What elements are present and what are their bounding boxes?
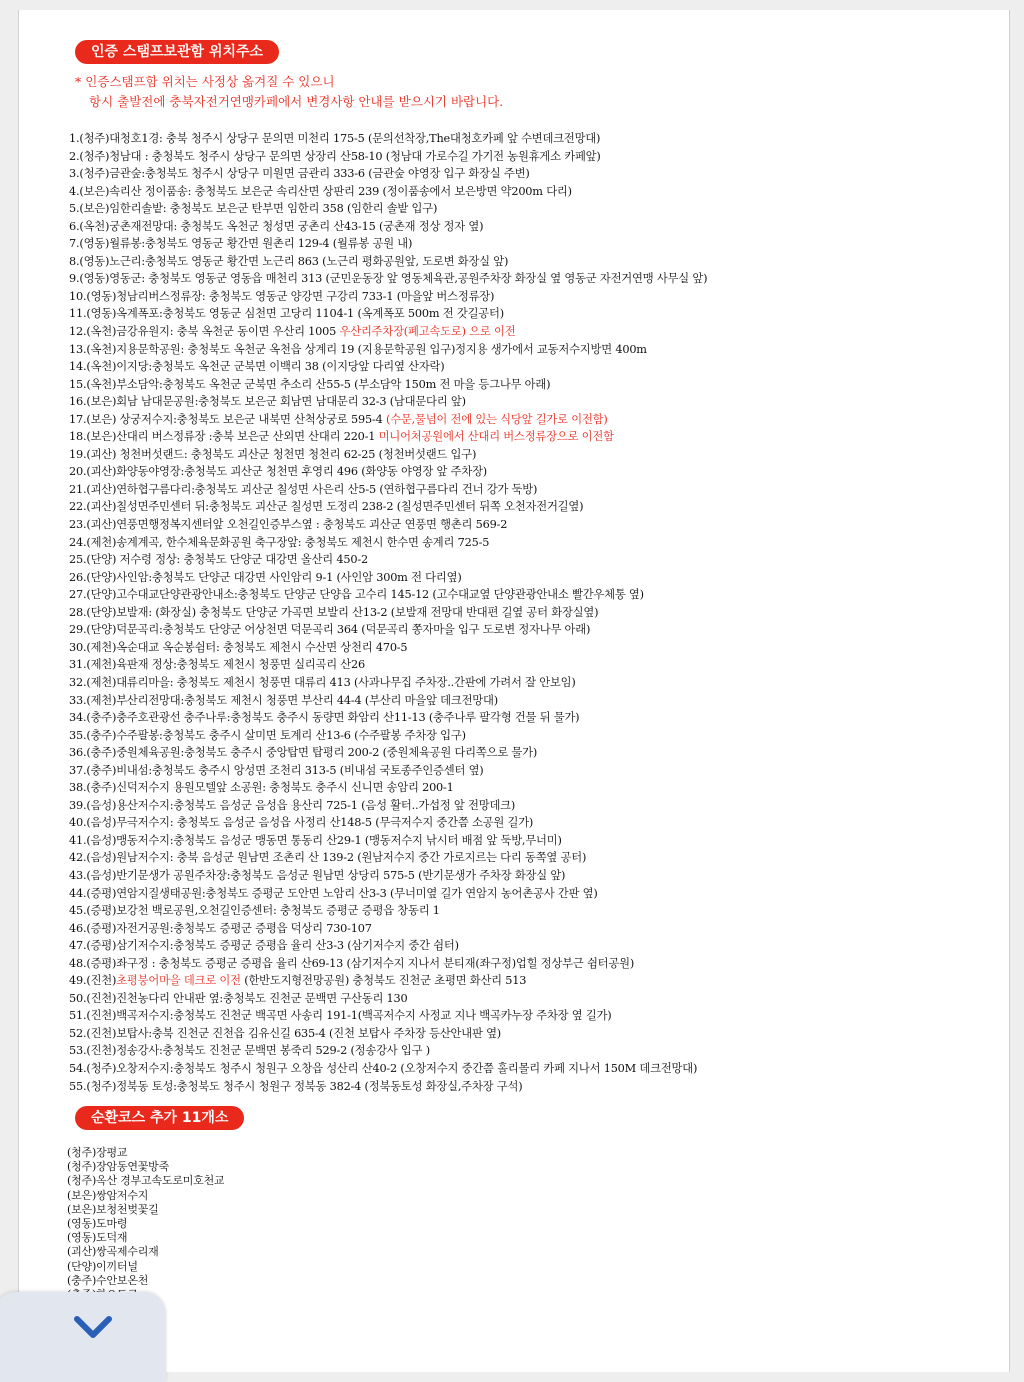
location-text: 31.(제천)육판재 정상:충청북도 제천시 청풍면 실리곡리 산26 [69, 658, 365, 672]
location-item [69, 902, 999, 920]
location-text: 32.(제천)대류리마을: 충청북도 제천시 청풍면 대류리 413 (사과나무집 주차장..간판에 가려서 잘 안보임) [69, 675, 576, 689]
location-text: 36.(충주)중원체육공원:충청북도 충주시 중앙탑면 탑평리 200-2 (중원체육공원 다리쪽으로 물가) [69, 746, 538, 760]
location-text: 1.(청주)대청호1경: 충북 청주시 상당구 문의면 미천리 175-5 (문의선착장,The대청호카페 앞 수변데크전망대) [69, 132, 601, 145]
location-text: 43.(음성)반기문생가 공원주차장:충청북도 음성군 원남면 상당리 575-5 (반기문생가 주차장 화장실 앞) [69, 868, 566, 882]
scroll-down-button[interactable] [0, 1292, 166, 1382]
course-list [67, 1146, 224, 1302]
location-item [69, 200, 999, 218]
course-item: (청주)옥산 경부고속도로미호천교 [67, 1174, 225, 1188]
location-text: 12.(옥천)금강유원지: 충북 옥천군 동이면 우산리 1005 [69, 325, 340, 339]
location-item [69, 218, 999, 236]
location-item [69, 727, 999, 745]
location-text: 30.(제천)옥순대교 옥순봉쉼터: 충청북도 제천시 수산면 상천리 470-5 [69, 640, 408, 654]
location-item [69, 446, 999, 464]
location-text: 3.(청주)금관숲:충청북도 청주시 상당구 미원면 금관리 333-6 (금관숲 야영장 입구 화장실 주변) [69, 167, 530, 181]
location-item [69, 621, 999, 639]
location-text: 37.(충주)비내섬:충청북도 충주시 앙성면 조천리 313-5 (비내섬 국토종주인증센터 옆) [69, 763, 484, 777]
location-text: 45.(증평)보강천 백로공원,오천길인증센터: 충청북도 증평군 증평읍 창동리 1 [69, 904, 440, 918]
chevron-down-icon [72, 1312, 114, 1342]
location-item [69, 1025, 999, 1043]
location-text: 14.(옥천)이지당:충청북도 옥천군 군북면 이백리 38 (이지당앞 다리옆 산자락) [69, 360, 445, 374]
location-item [69, 937, 999, 955]
location-item [69, 797, 999, 815]
location-text: 10.(영동)청남리버스정류장: 충청북도 영동군 양강면 구강리 733-1 (마을앞 버스정류장) [69, 289, 495, 303]
location-item [69, 534, 999, 552]
location-text: 13.(옥천)지용문학공원: 충청북도 옥천군 옥천읍 상계리 19 (지용문학공원 입구)정지용 생가에서 교동저수지방면 400m [69, 342, 647, 356]
course-item: (청주)장암동연꽃방죽 [67, 1160, 170, 1174]
location-text: 26.(단양)사인암:충청북도 단양군 대강면 사인암리 9-1 (사인암 300m 전 다리옆) [69, 570, 462, 584]
location-text: 21.(괴산)연하협구름다리:충청북도 괴산군 칠성면 사은리 산5-5 (연하협구름다리 건너 강가 둑방) [69, 482, 538, 496]
location-item [69, 323, 999, 341]
location-item [69, 305, 999, 323]
location-text: 52.(진천)보탑사:충북 진천군 진천읍 김유신길 635-4 (진천 보탑사 주차장 등산안내판 옆) [69, 1026, 501, 1040]
location-item [69, 656, 999, 674]
course-item: (충주)수안보온천 [67, 1273, 149, 1287]
location-text: 54.(청주)오창저수지:충청북도 청주시 청원구 오창읍 성산리 산40-2 (오창저수지 중간쯤 홀리몰리 카페 지나서 150M 데크전망대) [69, 1061, 698, 1075]
location-item [69, 1060, 999, 1078]
course-item: (보은)보청천벚꽃길 [67, 1202, 159, 1216]
location-text: 16.(보은)회남 남대문공원:충청북도 보은군 회남면 남대문리 32-3 (남대문다리 앞) [69, 395, 466, 409]
location-text: 22.(괴산)칠성면주민센터 뒤:충청북도 괴산군 칠성면 도정리 238-2 (칠성면주민센터 뒤쪽 오천자전거길옆) [69, 500, 584, 514]
location-item [69, 358, 999, 376]
location-text: 48.(증평)좌구정 : 충청북도 증평군 증평읍 율리 산69-13 (삼기저수지 지나서 분티재(좌구정)업힐 정상부근 쉼터공원) [69, 956, 635, 970]
location-item [69, 341, 999, 359]
location-item [69, 165, 999, 183]
location-text: 6.(옥천)궁촌재전망대: 충청북도 옥천군 청성면 궁촌리 산43-15 (궁촌재 정상 정자 옆) [69, 219, 484, 233]
location-text: 15.(옥천)부소담악:충청북도 옥천군 군북면 추소리 산55-5 (부소담악 150m 전 마을 등그나무 아래) [69, 377, 551, 391]
location-text: 18.(보은)산대리 버스정류장 :충북 보은군 산외면 산대리 220-1 [69, 430, 379, 444]
location-item [69, 463, 999, 481]
location-change-note: (수문,물넘이 전에 있는 식당앞 길가로 이전함) [385, 412, 608, 426]
notice-line-1: * 인증스탬프함 위치는 사정상 옮겨질 수 있으니 [75, 74, 335, 89]
location-text: 24.(제천)송계계곡, 한수체육문화공원 축구장앞: 충청북도 제천시 한수면 송계리 725-5 [69, 535, 490, 549]
location-text: 44.(증평)연암지질생태공원:충청북도 증평군 도안면 노암리 산3-3 (무너미옆 길가 연암지 농어촌공사 간판 옆) [69, 886, 598, 900]
location-item [69, 639, 999, 657]
course-item: (영동)도마령 [67, 1216, 128, 1230]
location-text: 9.(영동)영동군: 충청북도 영동군 영동읍 매천리 313 (군민운동장 앞 영동체육관,공원주차장 화장실 옆 영동군 자전거연맹 사무실 앞) [69, 272, 708, 286]
course-item: (청주)장평교 [67, 1146, 128, 1159]
notice-line-2: 항시 출발전에 충북자전거연맹카페에서 변경사항 안내를 받으시기 바랍니다. [89, 94, 504, 109]
location-item [69, 498, 999, 516]
location-text-cont: (한반도지형전망공원) 충청북도 진천군 초평면 화산리 513 [240, 974, 527, 988]
location-text: 8.(영동)노근리:충청북도 영동군 황간면 노근리 863 (노근리 평화공원앞, 도로변 화장실 앞) [69, 254, 509, 268]
location-item [69, 692, 999, 710]
location-text: 40.(음성)무극저수지: 충청북도 음성군 음성읍 사정리 산148-5 (무극저수지 중간쯤 소공원 길가) [69, 816, 534, 830]
location-text: 38.(충주)신덕저수지 용원모텔앞 소공원: 충청북도 충주시 신니면 송암리 200-1 [69, 781, 454, 795]
location-item [69, 481, 999, 499]
course-item: (보은)쌍암저수지 [67, 1188, 149, 1202]
location-item [69, 709, 999, 727]
location-text: 19.(괴산) 청천버섯랜드: 충청북도 괴산군 청천면 청천리 62-25 (청천버섯랜드 입구) [69, 447, 477, 461]
location-text: 35.(충주)수주팔봉:충청북도 충주시 살미면 토계리 산13-6 (수주팔봉 주차장 입구) [69, 728, 466, 742]
document-page [18, 10, 1010, 1372]
location-change-note: 초평붕어마을 데크로 이전 [116, 974, 241, 988]
location-change-note: 미니어처공원에서 산대리 버스정류장으로 이전함 [378, 430, 614, 444]
location-text: 7.(영동)월류봉:충청북도 영동군 황간면 원촌리 129-4 (월류봉 공원 내) [69, 237, 413, 251]
location-item [69, 990, 999, 1008]
location-item [69, 1007, 999, 1025]
location-item [69, 762, 999, 780]
location-text: 29.(단양)덕문곡리:충청북도 단양군 어상천면 덕문곡리 364 (덕문곡리 쫑자마을 입구 도로변 정자나무 아래) [69, 623, 591, 637]
location-item [69, 972, 999, 990]
location-item [69, 130, 999, 148]
location-list [69, 130, 999, 1095]
location-text: 25.(단양) 저수령 정상: 충청북도 단양군 대강면 올산리 450-2 [69, 553, 368, 567]
course-item: (영동)도덕재 [67, 1231, 128, 1245]
location-text: 51.(진천)백곡저수지:충청북도 진천군 백곡면 사송리 191-1(백곡저수지 사정교 지나 백곡카누장 주차장 옆 길가) [69, 1009, 612, 1023]
location-item [69, 814, 999, 832]
location-text: 47.(증평)삼기저수지:충청북도 증평군 증평읍 율리 산3-3 (삼기저수지 중간 쉼터) [69, 939, 459, 953]
location-item [69, 551, 999, 569]
location-text: 49.(진천) [69, 974, 117, 988]
location-item [69, 235, 999, 253]
location-item [69, 569, 999, 587]
location-text: 17.(보은) 상궁저수지:충청북도 보은군 내북면 산척상궁로 595-4 [69, 412, 386, 426]
location-item [69, 849, 999, 867]
location-item [69, 148, 999, 166]
location-text: 2.(청주)청남대 : 충청북도 청주시 상당구 문의면 상장리 산58-10 (청남대 가로수길 가기전 농원휴게소 카페앞) [69, 149, 601, 163]
location-text: 28.(단양)보발재: (화장실) 충청북도 단양군 가곡면 보발리 산13-2 (보발재 전망대 반대편 길옆 공터 화장실옆) [69, 605, 599, 619]
location-item [69, 1042, 999, 1060]
location-text: 42.(음성)원남저수지: 충북 음성군 원남면 조촌리 산 139-2 (원남저수지 중간 가로지르는 다리 동쪽옆 공터) [69, 851, 587, 865]
location-item [69, 270, 999, 288]
location-item [69, 288, 999, 306]
location-item [69, 955, 999, 973]
location-item [69, 253, 999, 271]
location-item [69, 744, 999, 762]
course-item: (괴산)쌍곡제수리재 [67, 1245, 159, 1259]
location-text: 50.(진천)진천농다리 안내판 옆:충청북도 진천군 문백면 구산동리 130 [69, 991, 408, 1005]
notice [75, 72, 503, 112]
location-item [69, 867, 999, 885]
location-item [69, 586, 999, 604]
location-text: 5.(보은)임한리솔밭: 충청북도 보은군 탄부면 임한리 358 (임한리 솔밭 입구) [69, 202, 438, 216]
location-item [69, 832, 999, 850]
location-text: 27.(단양)고수대교단양관광안내소:충청북도 단양군 단양읍 고수리 145-12 (고수대교옆 단양관광안내소 빨간우체통 옆) [69, 588, 644, 602]
location-text: 11.(영동)옥계폭포:충청북도 영동군 심천면 고당리 1104-1 (옥계폭포 500m 전 갓길공터) [69, 307, 504, 321]
location-text: 4.(보은)속리산 정이품송: 충청북도 보은군 속리산면 상판리 239 (정이품송에서 보은방면 약200m 다리) [69, 184, 572, 198]
location-text: 34.(충주)충주호관광선 충주나루:충청북도 충주시 동량면 화암리 산11-13 (충주나루 팔각형 건물 뒤 물가) [69, 711, 580, 725]
location-item [69, 428, 999, 446]
location-text: 39.(음성)용산저수지:충청북도 음성군 음성읍 용산리 725-1 (음성 활터..가섭정 앞 전망데크) [69, 798, 516, 812]
section-title-stamp-locations: 인증 스탬프보관함 위치주소 [75, 40, 279, 64]
location-text: 46.(증평)자전거공원:충청북도 증평군 증평읍 덕상리 730-107 [69, 921, 372, 935]
location-item [69, 393, 999, 411]
location-item [69, 411, 999, 429]
location-item [69, 183, 999, 201]
location-item [69, 920, 999, 938]
location-item [69, 516, 999, 534]
location-text: 23.(괴산)연풍면행정복지센터앞 오천길인증부스옆 : 충청북도 괴산군 연풍면 행촌리 569-2 [69, 518, 508, 532]
location-item [69, 885, 999, 903]
location-text: 33.(제천)부산리전망대:충청북도 제천시 청풍면 부산리 44-4 (부산리 마을앞 데크전망대) [69, 693, 498, 707]
location-text: 20.(괴산)화양동야영장:충청북도 괴산군 청천면 후영리 496 (화양동 야영장 앞 주차장) [69, 465, 487, 479]
section-title-loop-course: 순환코스 추가 11개소 [75, 1106, 244, 1130]
location-item [69, 376, 999, 394]
course-item: (단양)이끼터널 [67, 1259, 138, 1273]
location-change-note: 우산리주차장(폐고속도로) 으로 이전 [339, 325, 516, 339]
location-item [69, 779, 999, 797]
location-item [69, 1078, 999, 1096]
location-text: 41.(음성)맹동저수지:충청북도 음성군 맹동면 통동리 산29-1 (맹동저수지 낚시터 배점 앞 둑방,무너미) [69, 833, 562, 847]
location-text: 55.(청주)정북동 토성:충청북도 청주시 청원구 정북동 382-4 (정북동토성 화장실,주차장 구석) [69, 1079, 523, 1093]
location-text: 53.(진천)정송강사:충청북도 진천군 문백면 봉죽리 529-2 (정송강사 입구 ) [69, 1044, 430, 1058]
location-item [69, 674, 999, 692]
location-item [69, 604, 999, 622]
